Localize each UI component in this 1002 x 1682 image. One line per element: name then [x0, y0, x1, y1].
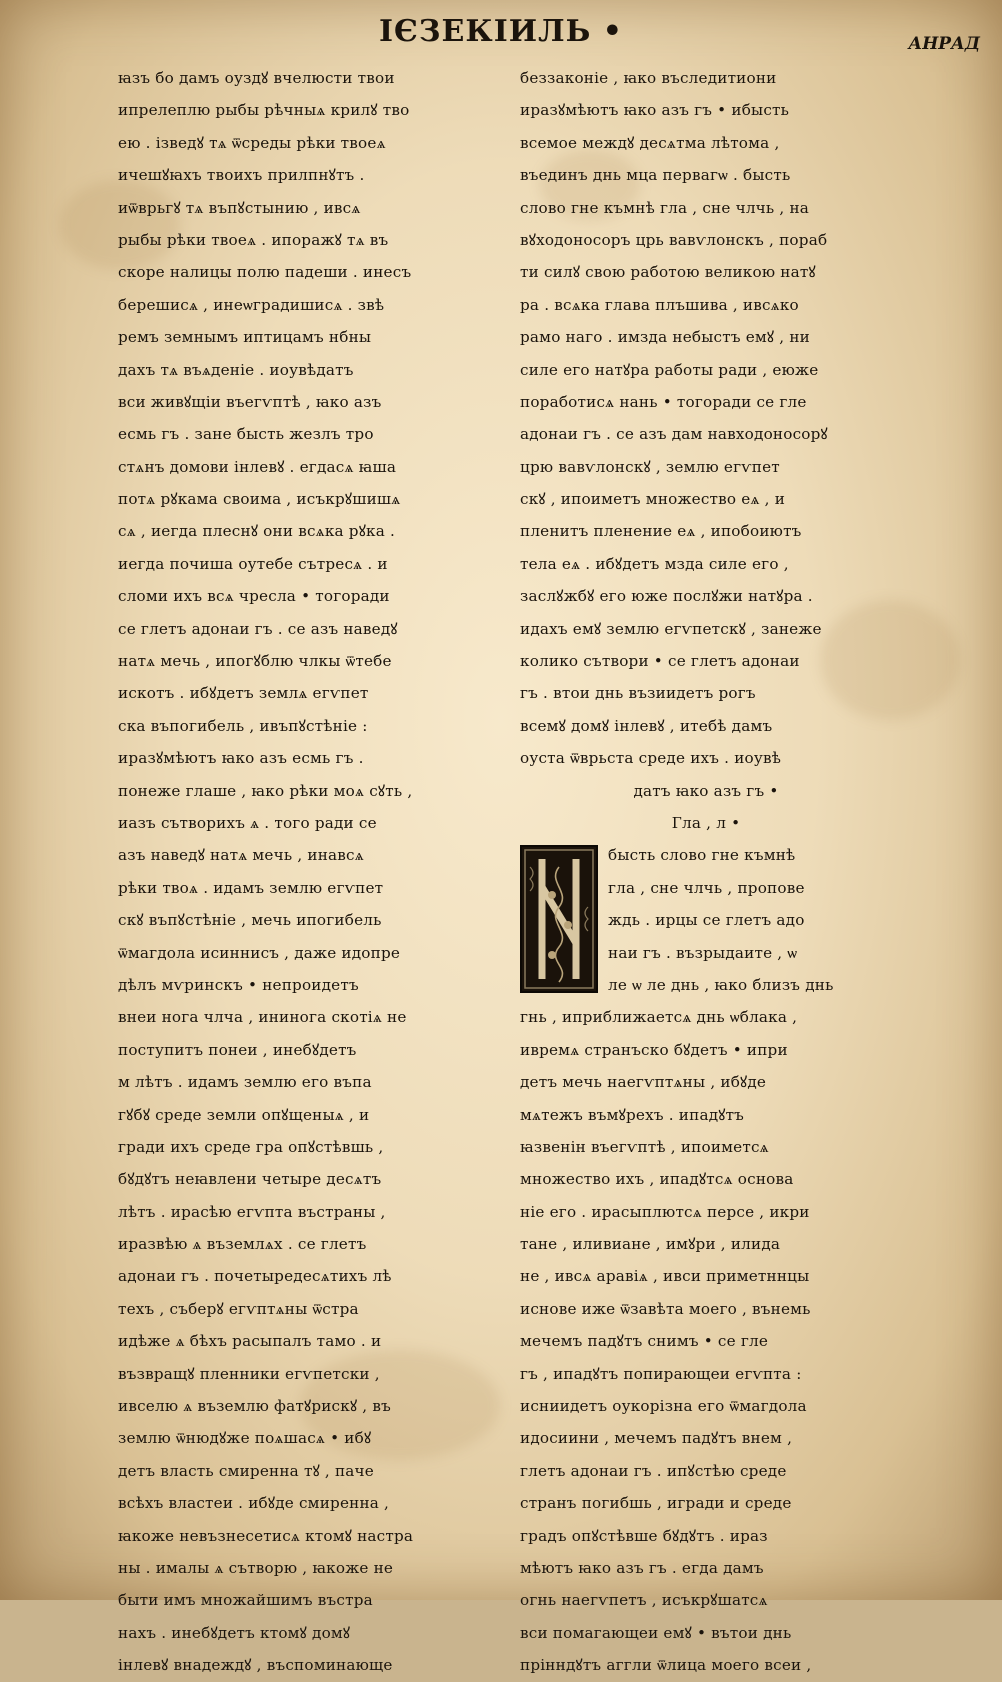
text-line: ремъ земнымъ иптицамъ нбны [118, 328, 372, 347]
text-line: странъ погибшь , игради и среде [520, 1494, 792, 1513]
text-line: есмь гъ . зане бысть жезлъ тро [118, 425, 374, 444]
folio-mark: АНРАД [908, 34, 980, 54]
text-line: вси живꙋщіи въегѵптѣ , ꙗко азъ [118, 392, 382, 411]
text-line: гъ , ипадꙋтъ попирающеи егѵпта : [520, 1364, 802, 1383]
text-line: бꙋдꙋтъ неꙗвлени четыре десѧтъ [118, 1170, 382, 1189]
chapter-heading: Гла , л • [671, 813, 741, 832]
text-line: иазъ сътворихъ ѧ . того ради се [118, 813, 377, 832]
text-line: ждь . ирцы се глетъ адо [608, 911, 805, 930]
text-line: скоре налицы полю падеши . инесъ [118, 263, 412, 282]
text-line: рамо наго . имзда небыстъ емꙋ , ни [520, 328, 810, 347]
text-line: иразвѣю ѧ въземлѧх . се глетъ [118, 1235, 367, 1254]
text-line: ра . всѧка глава плъшива , ивсѧко [520, 295, 799, 314]
text-line: всѣхъ властеи . ибꙋде смиренна , [118, 1494, 390, 1513]
text-line: інлевꙋ внадеждꙋ , въспоминающе [118, 1656, 393, 1675]
text-line: гꙋбꙋ среде земли опꙋщеныѧ , и [118, 1105, 370, 1124]
chapter-opening [520, 839, 892, 1001]
text-line: иегда почиша оутебе сътресѧ . и [118, 554, 388, 573]
text-line: адонаи гъ . почетыредесѧтихъ лѣ [118, 1267, 392, 1286]
text-line: бысть слово гне къмнѣ [608, 846, 796, 865]
text-line: понеже глаше , ꙗко рѣки моѧ сꙋть , [118, 781, 413, 800]
text-line: ти силꙋ свою работою великою натꙋ [520, 263, 816, 282]
text-line: прінндꙋтъ аггли ѿлица моего всеи , [520, 1656, 812, 1675]
text-line: берешисѧ , инеѡградишисѧ . звѣ [118, 295, 385, 314]
right-column [520, 62, 892, 1682]
text-line: сѧ , иегда плеснꙋ они всѧка рꙋка . [118, 522, 396, 541]
text-line: ивселю ѧ въземлю фатꙋрискꙋ , въ [118, 1397, 391, 1416]
text-line: ичешꙋꙗхъ твоихъ прилпнꙋтъ . [118, 166, 365, 185]
text-line: идахъ емꙋ землю егѵпетскꙋ , занеже [520, 619, 822, 638]
text-line: вꙋходоносоръ црь вавѵлонскъ , пораб [520, 230, 828, 249]
text-line: рыбы рѣки твоеѧ . ипоражꙋ тѧ въ [118, 230, 389, 249]
text-line: ипрелеплю рыбы рѣчныѧ крилꙋ тво [118, 101, 410, 120]
text-line: ны . ималы ѧ сътворю , ꙗкоже не [118, 1558, 394, 1577]
text-line: глетъ адонаи гъ . ипꙋстѣю среде [520, 1461, 787, 1480]
text-line: идѣже ѧ бѣхъ расыпалъ тамо . и [118, 1332, 382, 1351]
text-line: детъ мечь наегѵптѧны , ибꙋде [520, 1073, 767, 1092]
text-line: иразꙋмѣютъ ꙗко азъ гъ • ибысть [520, 101, 790, 120]
text-line: азъ наведꙋ натѧ мечь , инавсѧ [118, 846, 364, 865]
text-line: стѧнъ домови інлевꙋ . егдасѧ ꙗша [118, 457, 397, 476]
text-line: колико сътвори • се глетъ адонаи [520, 652, 800, 671]
text-line: гла , сне члчь , пропове [608, 878, 805, 897]
text-line: поработисѧ нань • тогоради се гле [520, 392, 807, 411]
text-line: црю вавѵлонскꙋ , землю егѵпет [520, 457, 780, 476]
text-line: натѧ мечь , ипогꙋблю члкы ѿтебе [118, 652, 392, 671]
text-line: оуста ѿврьста среде ихъ . иоувѣ [520, 749, 782, 768]
text-line: мѧтежъ въмꙋрехъ . ипадꙋтъ [520, 1105, 745, 1124]
text-line: потѧ рꙋкама своима , исъкрꙋшишѧ [118, 490, 401, 509]
text-line: градъ опꙋстѣвше бꙋдꙋтъ . ираз [520, 1526, 768, 1545]
text-line: огнь наегѵпетъ , исъкрꙋшатсѧ [520, 1591, 768, 1610]
text-line: иснове иже ѿзавѣта моего , вънемь [520, 1299, 811, 1318]
text-line: мѣютъ ꙗко азъ гъ . егда дамъ [520, 1558, 764, 1577]
text-line: гради ихъ среде гра опꙋстѣвшь , [118, 1137, 384, 1156]
decorated-initial-icon [520, 845, 598, 993]
text-line: нахъ . инебꙋдетъ ктомꙋ домꙋ [118, 1623, 351, 1642]
text-line: внеи нога члча , ининога скотіѧ не [118, 1008, 407, 1027]
text-line: ска въпогибель , ивъпꙋстѣніе : [118, 716, 368, 735]
text-line: техъ , съберꙋ егѵптѧны ѿстра [118, 1299, 359, 1318]
text-line: мечемъ падꙋтъ снимъ • се гле [520, 1332, 769, 1351]
text-line: ꙗзвенін въегѵптѣ , ипоиметсѧ [520, 1137, 769, 1156]
text-line: поступитъ понеи , инебꙋдетъ [118, 1040, 357, 1059]
text-line: ѿмагдола исиннисъ , даже идопре [118, 943, 401, 962]
text-line: наи гъ . възрыдаите , ѡ [608, 943, 798, 962]
text-line: пленитъ пленение еѧ , ипобоиютъ [520, 522, 802, 541]
text-line: ніе его . ирасыплютсѧ персе , икри [520, 1202, 810, 1221]
text-line: идосиини , мечемъ падꙋтъ внем , [520, 1429, 793, 1448]
text-line: адонаи гъ . се азъ дам навходоносорꙋ [520, 425, 828, 444]
verse-end-line: датъ ꙗко азъ гъ • [633, 781, 779, 800]
text-line: заслꙋжбꙋ его юже послꙋжи натꙋра . [520, 587, 813, 606]
text-line: беззаконіе , ꙗко въследитиони [520, 69, 777, 87]
text-line: скꙋ въпꙋстѣніе , мечь ипогибель [118, 911, 382, 930]
text-line: лѣтъ . ирасѣю егѵпта въстраны , [118, 1202, 386, 1221]
text-line: ꙗкоже невъзнесетисѧ ктомꙋ настра [118, 1526, 414, 1545]
text-line: быти имъ множайшимъ въстра [118, 1591, 373, 1610]
text-line: силе его натꙋра работы ради , еюже [520, 360, 819, 379]
text-line: рѣки твоѧ . идамъ землю егѵпет [118, 878, 384, 897]
text-line: иѿврьгꙋ тѧ въпꙋстынию , ивсѧ [118, 198, 361, 217]
text-line: детъ власть смиренна тꙋ , паче [118, 1461, 374, 1480]
text-line: исниидетъ оукорізна его ѿмагдола [520, 1397, 807, 1416]
text-line: гнь , иприближаетсѧ днь ѡблака , [520, 1008, 798, 1027]
left-column [118, 62, 496, 1682]
text-line: не , ивсѧ аравіѧ , ивси приметннцы [520, 1267, 810, 1286]
text-line: ивремѧ странъско бꙋдетъ • ипри [520, 1040, 788, 1059]
text-line: дѣлъ мѵринскъ • непроидетъ [118, 975, 359, 994]
text-line: ею . ізведꙋ тѧ ѿсреды рѣки твоеѧ [118, 133, 386, 152]
text-line: се глетъ адонаи гъ . се азъ наведꙋ [118, 619, 398, 638]
page-title: ІЄЗЕКІИЛЬ • [379, 14, 623, 49]
text-line: иразꙋмѣютъ ꙗко азъ есмь гъ . [118, 749, 364, 768]
text-line: ꙗзъ бо дамъ оуздꙋ вчелюсти твои [118, 69, 395, 87]
text-line: землю ѿнюдꙋже поѧшасѧ • ибꙋ [118, 1429, 372, 1448]
text-line: въединъ днь мца первагѡ . бысть [520, 166, 791, 185]
text-line: всемое междꙋ десѧтма лѣтома , [520, 133, 780, 152]
text-line: ле ѡ ле днь , ꙗко близъ днь [608, 975, 834, 994]
text-line: сломи ихъ всѧ чресла • тогоради [118, 587, 390, 606]
text-line: м лѣтъ . идамъ землю его въпа [118, 1073, 372, 1092]
text-line: тела еѧ . ибꙋдетъ мзда силе его , [520, 554, 789, 573]
text-line: искотъ . ибꙋдетъ землѧ егѵпет [118, 684, 369, 703]
text-line: всемꙋ домꙋ інлевꙋ , итебѣ дамъ [520, 716, 773, 735]
text-line: слово гне къмнѣ гла , сне члчь , на [520, 198, 810, 217]
text-line: вси помагающеи емꙋ • вътои днь [520, 1623, 792, 1642]
text-line: гъ . втои днь възиидетъ рогъ [520, 684, 756, 703]
text-line: множество ихъ , ипадꙋтсѧ основа [520, 1170, 794, 1189]
text-line: тане , иливиане , имꙋри , илида [520, 1235, 781, 1254]
text-line: дахъ тѧ въѧденіе . иоувѣдатъ [118, 360, 354, 379]
text-line: скꙋ , ипоиметъ множество еѧ , и [520, 490, 786, 509]
text-line: възвращꙋ пленники егѵпетски , [118, 1364, 380, 1383]
